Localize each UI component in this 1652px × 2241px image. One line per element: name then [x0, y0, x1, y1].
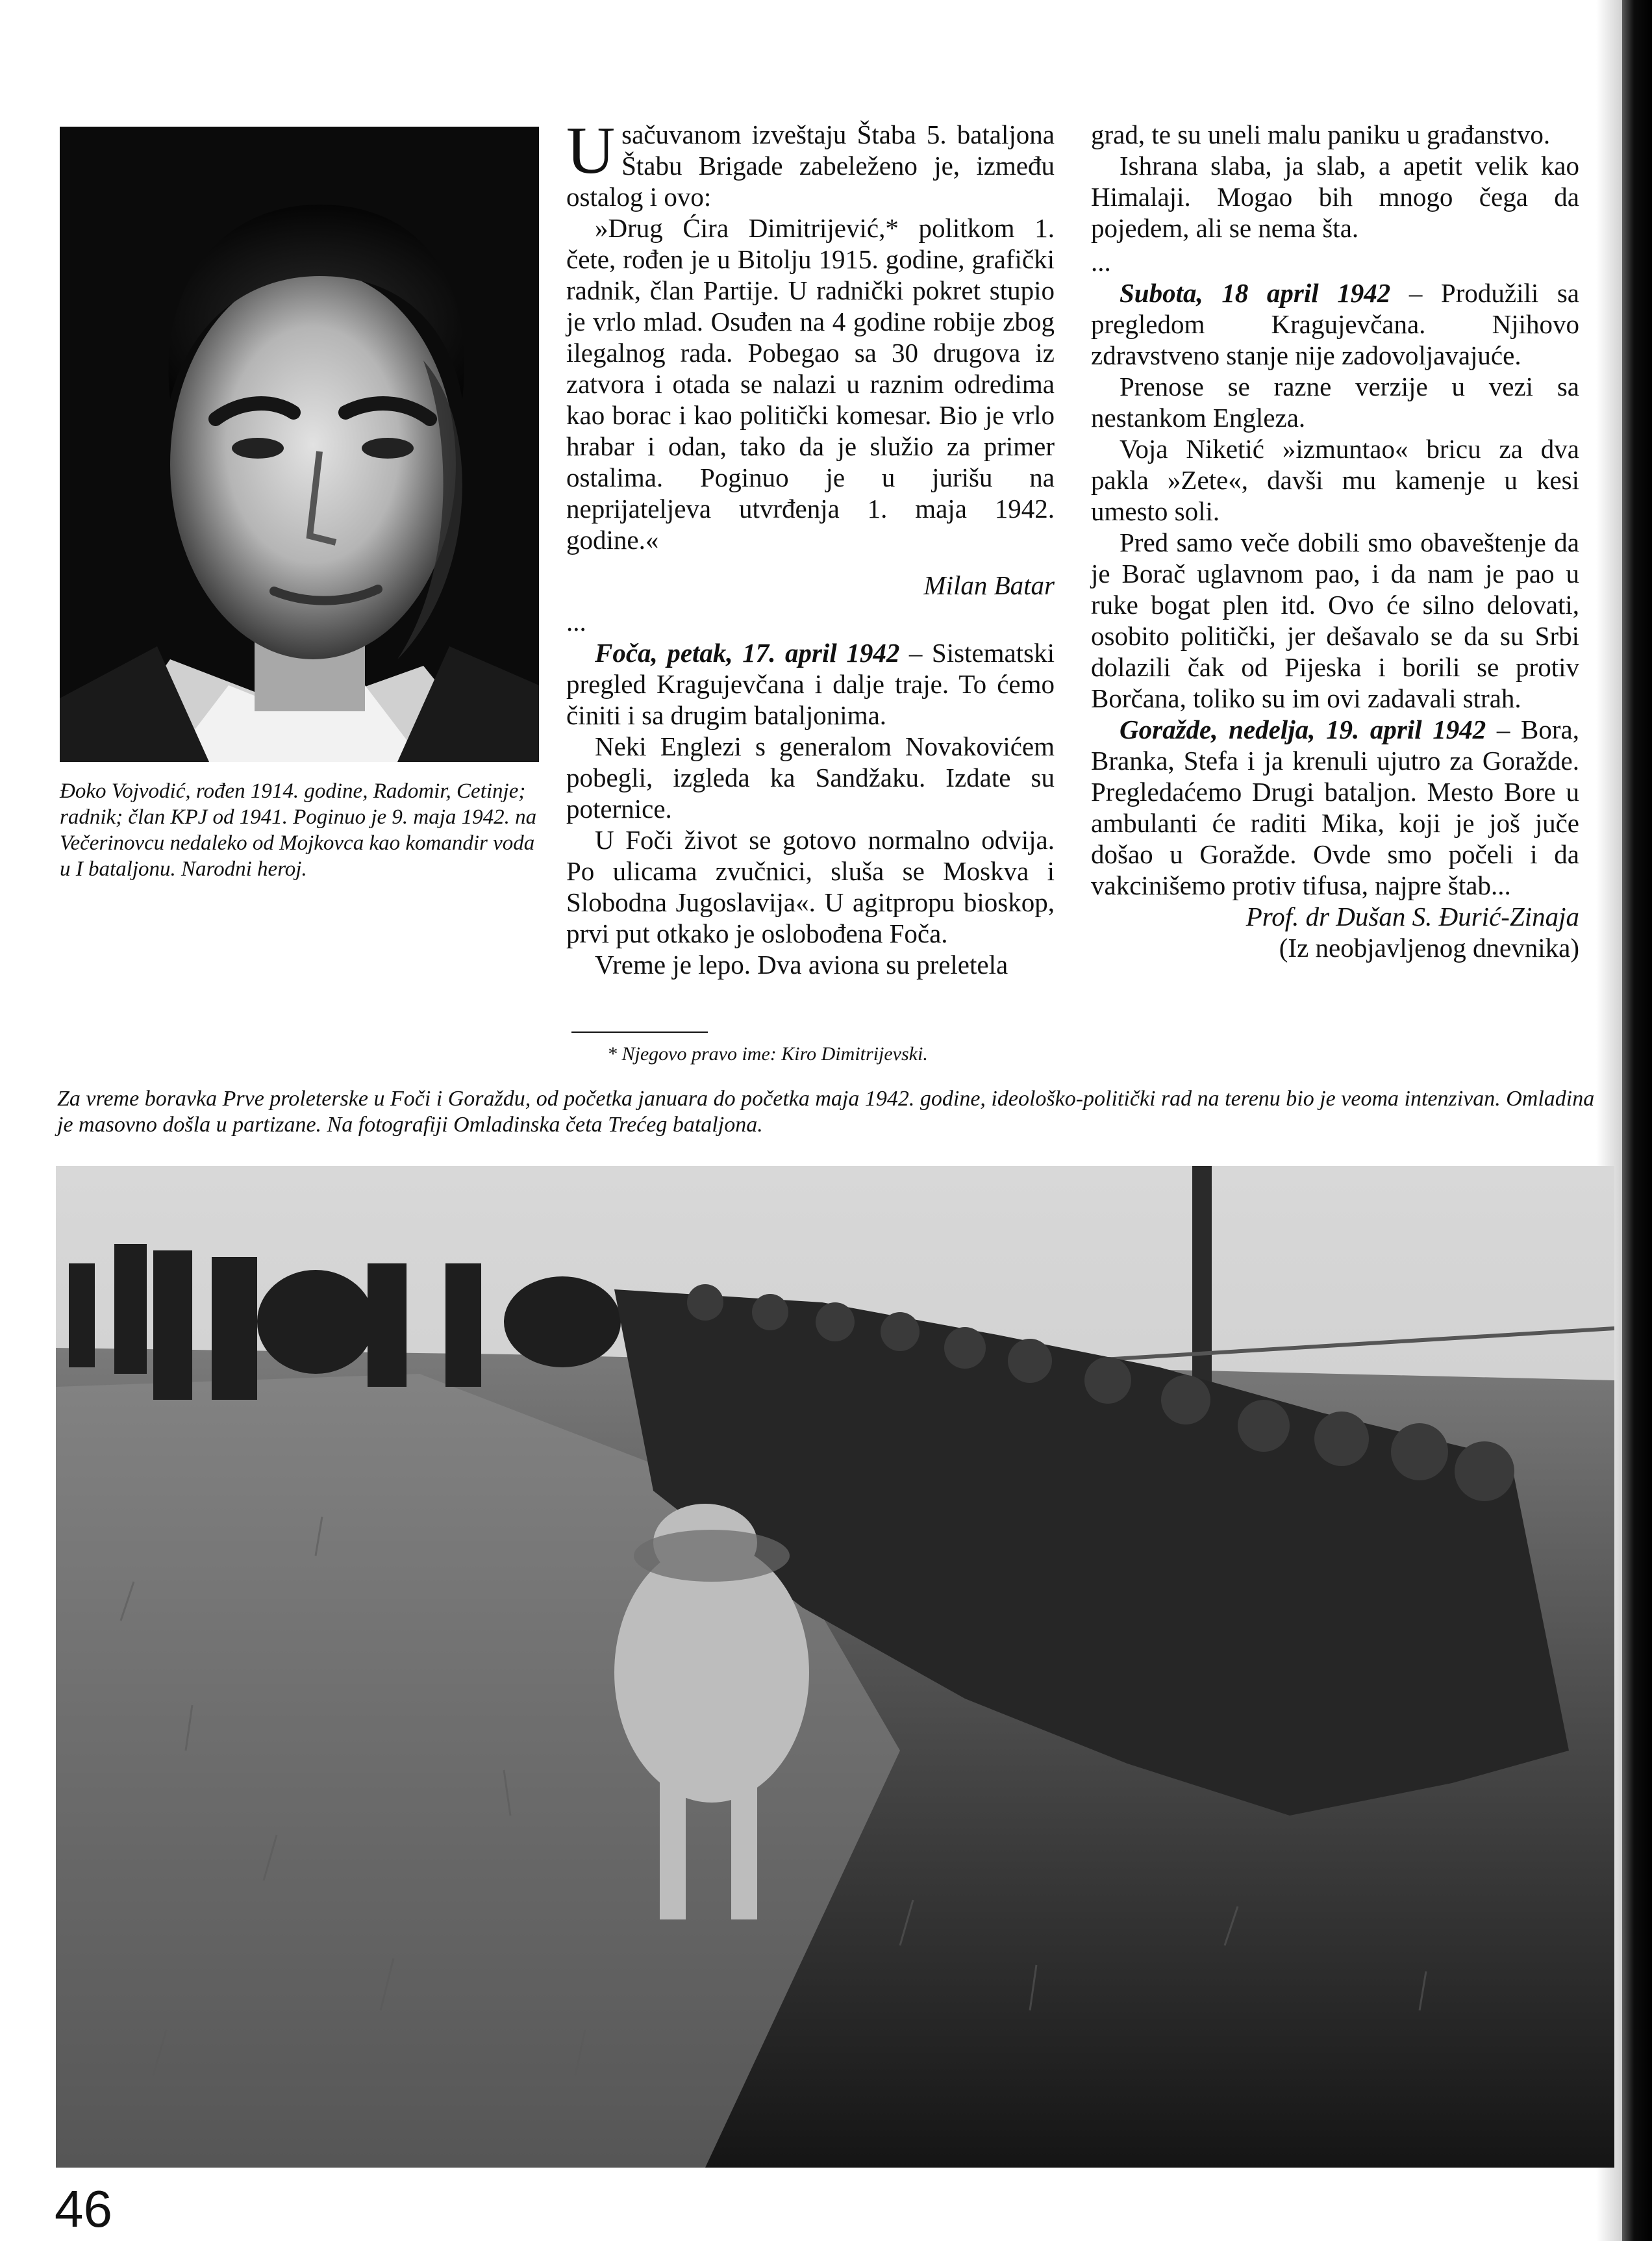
portrait-image	[60, 127, 539, 762]
diary-entry-subota	[1091, 277, 1579, 371]
diary-entry-gorazde	[1091, 714, 1579, 901]
diary-entry-foca	[566, 637, 1055, 731]
paragraph-voja: Voja Niketić »izmuntao« bricu za dva pakla »Zete«, davši mu kamenje u kesi umesto soli.	[1091, 434, 1579, 526]
field-photo	[56, 1166, 1614, 2168]
report-quote: »Drug Ćira Dimitrijević,* politkom 1. čete, rođen je u Bitolju 1915. godine, grafički radnik, član Partije. U radnički pokret stupio je vrlo mlad. Osuđen na 4 godine robije zbog ilegalnog rada. Pobegao sa 30 drugova iz zatvora i otada se nalazi u raznim odredima kao borac i kao politički komesar. Bio je vrlo hrabar i odan, tako da je služio za primer ostalima. Poginuo je u jurišu na neprijateljeva utvrđenja 1. maja 1942. godine.«	[566, 213, 1055, 555]
signature-milan-batar: Milan Batar	[923, 570, 1055, 600]
field-photo-caption: Za vreme boravka Prve proleterske u Foči i Goraždu, od početka januara do početka maja 1942. godine, ideološko-politički rad na terenu bio je veoma intenzivan. Omladina je masovno došla u partizane. Na fotografiji Omladinska četa Trećeg bataljona.	[57, 1087, 1595, 1137]
paragraph-weather: Vreme je lepo. Dva aviona su preletela	[595, 950, 1008, 980]
signature-duric: Prof. dr Dušan S. Đurić-Zinaja	[1245, 902, 1579, 931]
signature-note: (Iz neobjavljenog dnevnika)	[1279, 933, 1579, 963]
middle-column	[566, 113, 1055, 980]
ellipsis-separator-right: ...	[1091, 247, 1111, 277]
portrait-caption: Đoko Vojvodić, rođen 1914. godine, Radomir, Cetinje; radnik; član KPJ od 1941. Poginuo je 9. maja 1942. na Večerinovcu nedaleko od Mojkovca kao komandir voda u I bataljonu. Narodni heroj.	[60, 779, 537, 881]
right-column	[1091, 119, 1579, 963]
portrait-photo	[60, 127, 539, 762]
footnote-rule	[571, 1032, 708, 1033]
paragraph-engleza: Prenose se razne verzije u vezi sa nestankom Engleza.	[1091, 372, 1579, 433]
intro-paragraph	[566, 113, 1055, 212]
book-spine-edge	[1622, 0, 1652, 2241]
entry-heading-subota: Subota, 18 april 1942	[1120, 278, 1391, 308]
ellipsis-separator: ...	[566, 607, 586, 637]
paragraph-grad: grad, te su uneli malu paniku u građanstvo.	[1091, 120, 1551, 149]
paragraph-ishrana: Ishrana slaba, ja slab, a apetit velik kao Himalaji. Mogao bih mnogo čega da pojedem, ali se nema šta.	[1091, 151, 1579, 243]
page-number: 46	[55, 2180, 112, 2238]
entry-text-foca: – Sistematski pregled Kragujevčana i dalje traje. To ćemo činiti i sa drugim bataljonima.	[566, 638, 1055, 730]
entry-heading-foca: Foča, petak, 17. april 1942	[595, 638, 900, 668]
intro-text: sačuvanom izveštaju Štaba 5. bataljona Štabu Brigade zabeleženo je, između ostalog i ovo:	[566, 120, 1055, 212]
footnote: * Njegovo pravo ime: Kiro Dimitrijevski.	[607, 1043, 928, 1065]
paragraph-foca-life: U Foči život se gotovo normalno odvija. Po ulicama zvučnici, sluša se Moskva i Slobodna Jugoslavija«. U agitpropu bioskop, prvi put otkako je oslobođena Foča.	[566, 825, 1055, 948]
entry-text-gorazde: – Bora, Branka, Stefa i ja krenuli ujutro za Goražde. Pregledaćemo Drugi bataljon. Mesto Bore u ambulanti će raditi Mika, koji je još juče došao u Goražde. Ovde smo počeli i da vakcinišemo protiv tifusa, najpre štab...	[1091, 715, 1579, 900]
field-photo-image	[56, 1166, 1614, 2168]
drop-cap: U	[566, 113, 616, 188]
entry-heading-gorazde: Goražde, nedelja, 19. april 1942	[1120, 715, 1486, 744]
entry-text-subota: – Produžili sa pregledom Kragujevčana. Njihovo zdravstveno stanje nije zadovoljavajuće.	[1091, 278, 1579, 370]
paragraph-englezi: Neki Englezi s generalom Novakovićem pobegli, izgleda ka Sandžaku. Izdate su poternice.	[566, 731, 1055, 824]
paragraph-borac: Pred samo veče dobili smo obaveštenje da je Borač uglavnom pao, i da nam je pao u ruke bogat plen itd. Ovo će silno delovati, osobito politički, jer dešavalo se da su Srbi dolazili čak od Pijeska i borili se protiv Borčana, toliko su im ovi zadavali strah.	[1091, 527, 1579, 713]
